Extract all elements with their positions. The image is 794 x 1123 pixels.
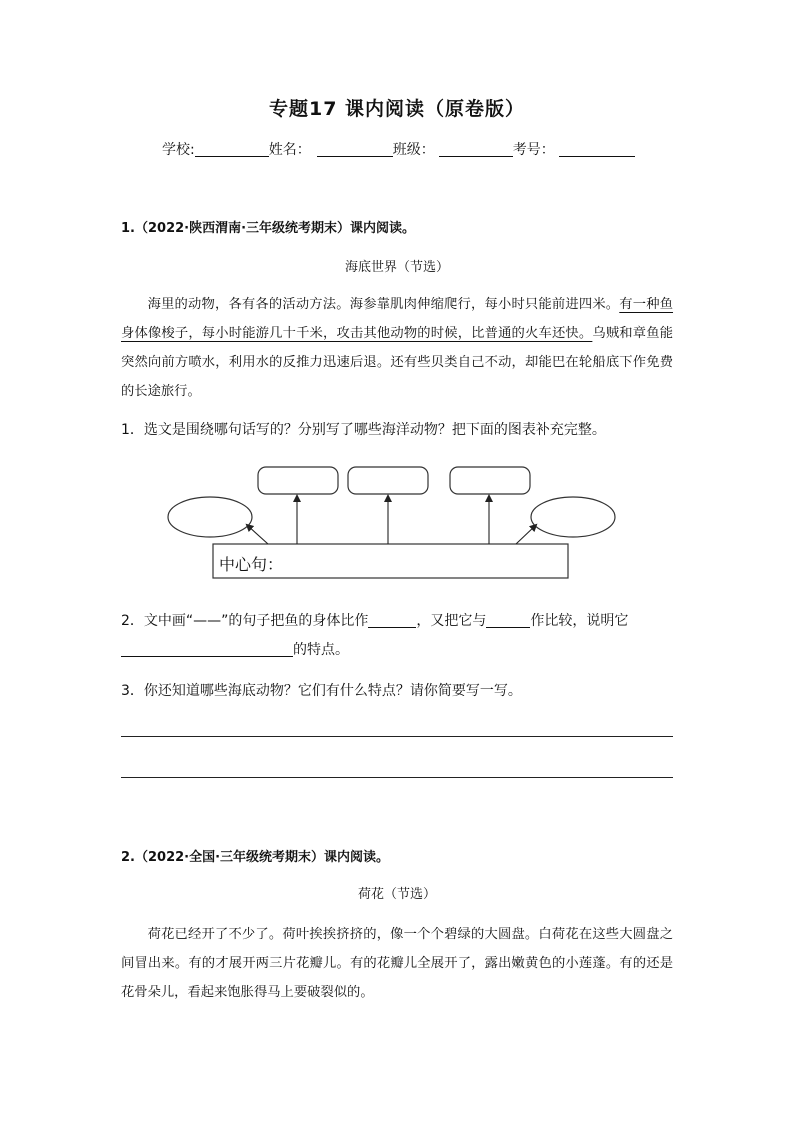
school-label: 学校: (162, 142, 195, 158)
q1-sub2-text-a: 2．文中画“——”的句子把鱼的身体比作 (121, 613, 369, 629)
diagram-box-1[interactable] (258, 467, 338, 494)
class-label: 班级： (392, 142, 435, 158)
q1-sub1: 1．选文是围绕哪句话写的？分别写了哪些海洋动物？把下面的图表补充完整。 (121, 422, 606, 438)
exam-no-label: 考号： (512, 142, 555, 158)
answer-line-2[interactable] (121, 777, 673, 778)
q1-passage-part2: 乌贼和章鱼能突然向前方喷水，利用水的反推力迅速后退。还有些贝类自己不动，却能巴在轮船底下作免费的长途旅行。 (121, 326, 674, 399)
q1-sub2 (121, 610, 628, 630)
q1-sub2-text-b: ，又把它与 (416, 613, 487, 629)
arrow-to-ellipse-left (247, 525, 268, 544)
diagram-box-3[interactable] (450, 467, 530, 494)
q1-heading: 1.（2022·陕西渭南·三年级统考期末）课内阅读。 (121, 221, 416, 236)
diagram-ellipse-left[interactable] (168, 497, 252, 537)
central-sentence-label: 中心句： (219, 555, 284, 574)
q1-sub3: 3．你还知道哪些海底动物？它们有什么特点？请你简要写一写。 (121, 683, 522, 699)
q1-sub2-text-c: 作比较，说明它 (530, 613, 629, 629)
diagram-ellipse-right[interactable] (531, 497, 615, 537)
q1-sub2-text-d: 的特点。 (293, 642, 349, 658)
q2-heading: 2.（2022·全国·三年级统考期末）课内阅读。 (121, 850, 390, 865)
q1-sub2-blank-1[interactable] (368, 613, 416, 628)
q1-sub2-blank-2[interactable] (486, 613, 530, 628)
q1-sub2-line2 (121, 639, 349, 659)
q1-passage-underlined-sentence: 有一种鱼身体像梭子，每小时能游几十千米，攻击其他动物的时候，比普通的火车还快。 (121, 297, 674, 341)
q1-passage-title: 海底世界（节选） (344, 260, 449, 275)
answer-line-1[interactable] (121, 736, 673, 737)
q1-sub2-blank-3[interactable] (121, 642, 293, 657)
name-label: 姓名： (268, 142, 311, 158)
arrow-to-ellipse-right (516, 525, 536, 544)
q1-passage-part1: 海里的动物，各有各的活动方法。海参靠肌肉伸缩爬行，每小时只能前进四米。 (147, 297, 620, 312)
q2-passage-title: 荷花（节选） (357, 887, 436, 902)
diagram-box-2[interactable] (348, 467, 428, 494)
q2-passage: 荷花已经开了不少了。荷叶挨挨挤挤的，像一个个碧绿的大圆盘。白荷花在这些大圆盘之间冒出来。有的才展开两三片花瓣儿。有的花瓣儿全展开了，露出嫩黄色的小莲蓬。有的还是花骨朵儿，看起来饱胀得马上要破裂似的。 (121, 927, 673, 1000)
page-title: 专题17 课内阅读（原卷版） (268, 98, 526, 120)
